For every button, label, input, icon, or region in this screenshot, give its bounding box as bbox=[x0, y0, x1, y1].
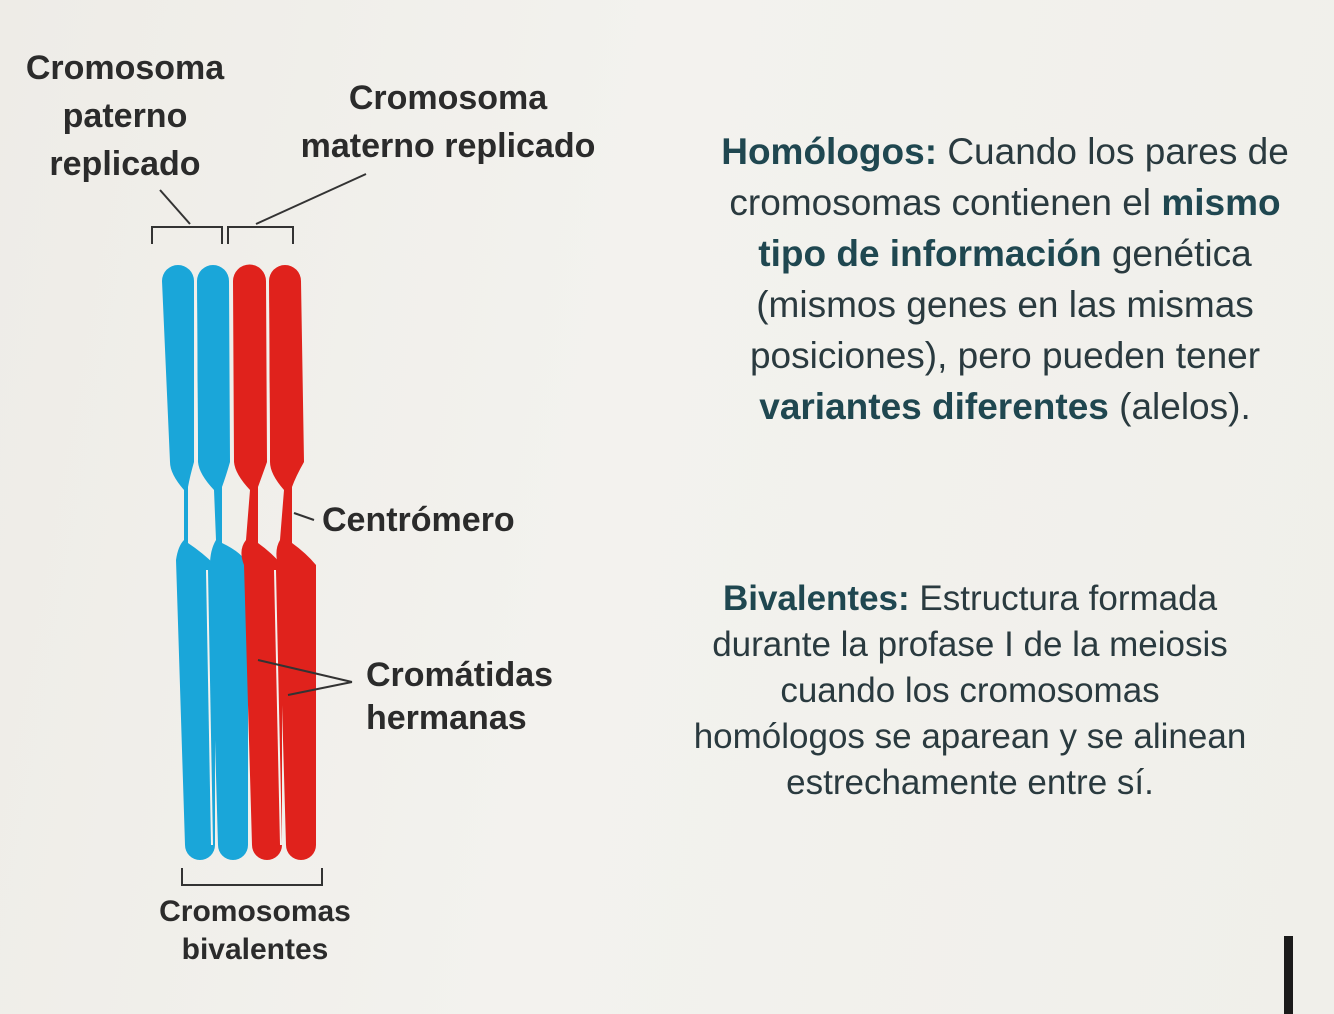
bivalentes-line-4: homólogos se aparean y se alinean bbox=[693, 717, 1247, 756]
paternal-leader-line bbox=[160, 190, 190, 224]
centromere-leader-line bbox=[294, 513, 314, 520]
maternal-chromosome-label bbox=[298, 74, 598, 170]
homologos-line-3: genética bbox=[1101, 233, 1252, 274]
screen-edge-marker bbox=[1284, 936, 1293, 1014]
sister-chromatids-label bbox=[366, 654, 553, 740]
homologos-line-2: cromosomas contienen el bbox=[729, 182, 1162, 223]
maternal-leader-line bbox=[256, 174, 366, 224]
paternal-chromosome-label bbox=[20, 44, 230, 188]
homologos-line-4: (mismos genes en las mismas bbox=[756, 284, 1254, 325]
homologos-line-3-bold: tipo de información bbox=[758, 233, 1102, 274]
bivalentes-line-1: Estructura formada bbox=[919, 579, 1218, 618]
bivalentes-line-5: estrechamente entre sí. bbox=[786, 763, 1154, 802]
bivalentes-term: Bivalentes: bbox=[722, 579, 910, 618]
paternal-label-line-2: paterno bbox=[62, 97, 188, 135]
centromere-label: Centrómero bbox=[322, 501, 515, 539]
chromatids-label-line-1: Cromátidas bbox=[366, 656, 554, 694]
paternal-label-line-1: Cromosoma bbox=[25, 49, 225, 87]
chromatids-label-line-2: hermanas bbox=[366, 699, 527, 737]
bivalentes-line-3: cuando los cromosomas bbox=[780, 671, 1160, 710]
homologos-line-6: (alelos). bbox=[1108, 386, 1251, 427]
homologos-line-2-bold: mismo bbox=[1161, 182, 1281, 223]
maternal-label-line-1: Cromosoma bbox=[348, 79, 548, 117]
bivalent-label-line-1: Cromosomas bbox=[159, 895, 351, 928]
bivalentes-line-2: durante la profase I de la meiosis bbox=[712, 625, 1228, 664]
homologos-term: Homólogos: bbox=[721, 131, 938, 172]
paternal-bracket bbox=[152, 227, 222, 244]
bivalentes-definition bbox=[640, 576, 1300, 806]
maternal-label-line-2: materno replicado bbox=[300, 127, 596, 165]
maternal-bracket bbox=[228, 227, 293, 244]
bivalent-label-line-2: bivalentes bbox=[181, 933, 329, 966]
homologos-line-6-bold: variantes diferentes bbox=[759, 386, 1109, 427]
homologos-line-1: Cuando los pares de bbox=[947, 131, 1289, 172]
homologos-definition bbox=[660, 126, 1334, 432]
paternal-label-line-3: replicado bbox=[49, 145, 201, 183]
bivalent-bracket bbox=[182, 868, 322, 885]
bivalent-chromosomes-label bbox=[150, 893, 360, 969]
homologos-line-5: posiciones), pero pueden tener bbox=[749, 335, 1261, 376]
